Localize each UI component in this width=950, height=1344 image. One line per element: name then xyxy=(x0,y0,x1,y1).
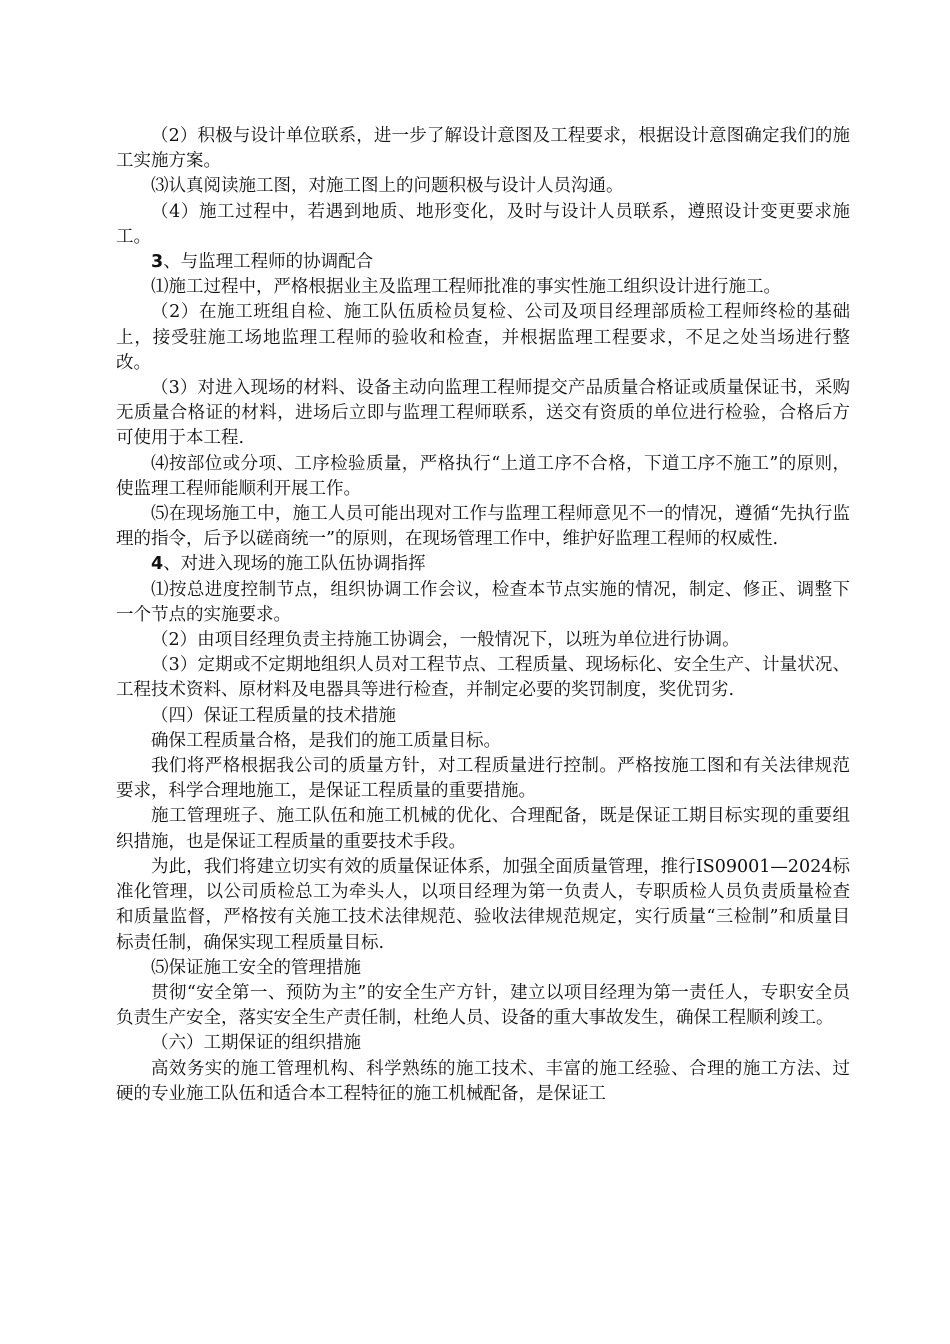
paragraph: ⑴施工过程中，严格根据业主及监理工程师批准的事实性施工组织设计进行施工。 xyxy=(151,277,781,298)
subsection-heading: ⑸保证施工安全的管理措施 xyxy=(151,957,361,978)
subsection-heading: （四）保证工程质量的技术措施 xyxy=(151,705,396,726)
section-heading xyxy=(116,552,850,577)
paragraph: （2）积极与设计单位联系，进一步了解设计意图及工程要求，根据设计意图确定我们的施工实施方案。 xyxy=(116,126,850,172)
paragraph: （2）在施工班组自检、施工队伍质检员复检、公司及项目经理部质检工程师终检的基础上，接受驻施工场地监理工程师的验收和检查，并根据监理工程要求，不足之处当场进行整改。 xyxy=(116,302,850,373)
paragraph: 确保工程质量合格，是我们的施工质量目标。 xyxy=(151,730,501,751)
paragraph: 贯彻“安全第一、预防为主”的安全生产方针，建立以项目经理为第一责任人，专职安全员负责生产安全，落实安全生产责任制，杜绝人员、设备的重大事故发生，确保工程顺利竣工。 xyxy=(116,982,850,1029)
paragraph: 为此，我们将建立切实有效的质量保证体系，加强全面质量管理，推行IS09001—2024标准化管理，以公司质检总工为牵头人，以项目经理为第一负责人，专职质检人员负责质量检查和质量监督，严格按有关施工技术法律规范、验收法律规范规定，实行质量“三检制”和质量目标责任制，确保实现工程质量目标. xyxy=(116,856,850,953)
paragraph: 我们将严格根据我公司的质量方针，对工程质量进行控制。严格按施工图和有关法律规范要求，科学合理地施工，是保证工程质量的重要措施。 xyxy=(116,756,850,802)
paragraph: 施工管理班子、施工队伍和施工机械的优化、合理配备，既是保证工期目标实现的重要组织措施，也是保证工程质量的重要技术手段。 xyxy=(116,806,850,852)
section-number: 3 xyxy=(151,252,164,273)
paragraph: （3）定期或不定期地组织人员对工程节点、工程质量、现场标化、安全生产、计量状况、工程技术资料、原材料及电器具等进行检查，并制定必要的奖罚制度，奖优罚劣. xyxy=(116,655,850,701)
paragraph: ⑸在现场施工中，施工人员可能出现对工作与监理工程师意见不一的情况，遵循“先执行监理的指令，后予以磋商统一”的原则，在现场管理工作中，维护好监理工程师的权威性. xyxy=(116,504,850,550)
paragraph: ⑶认真阅读施工图，对施工图上的问题积极与设计人员沟通。 xyxy=(151,176,624,197)
paragraph: （4）施工过程中，若遇到地质、地形变化，及时与设计人员联系，遵照设计变更要求施工。 xyxy=(116,201,850,247)
document-page xyxy=(116,124,850,1107)
paragraph: 高效务实的施工管理机构、科学熟练的施工技术、丰富的施工经验、合理的施工方法、过硬的专业施工队伍和适合本工程特征的施工机械配备，是保证工 xyxy=(116,1058,850,1104)
section-heading xyxy=(116,250,850,275)
section-number: 4 xyxy=(151,554,164,575)
paragraph: ⑴按总进度控制节点，组织协调工作会议，检查本节点实施的情况，制定、修正、调整下一个节点的实施要求。 xyxy=(116,579,850,625)
section-heading-text: 、与监理工程师的协调配合 xyxy=(163,252,374,273)
paragraph: ⑷按部位或分项、工序检验质量，严格执行“上道工序不合格，下道工序不施工”的原则，使监理工程师能顺利开展工作。 xyxy=(116,453,850,499)
section-heading-text: 、对进入现场的施工队伍协调指挥 xyxy=(163,554,426,575)
paragraph: （2）由项目经理负责主持施工协调会，一般情况下，以班为单位进行协调。 xyxy=(151,630,740,651)
subsection-heading: （六）工期保证的组织措施 xyxy=(151,1033,361,1054)
paragraph: （3）对进入现场的材料、设备主动向监理工程师提交产品质量合格证或质量保证书，采购无质量合格证的材料，进场后立即与监理工程师联系，送交有资质的单位进行检验，合格后方可使用于本工程. xyxy=(116,378,850,449)
